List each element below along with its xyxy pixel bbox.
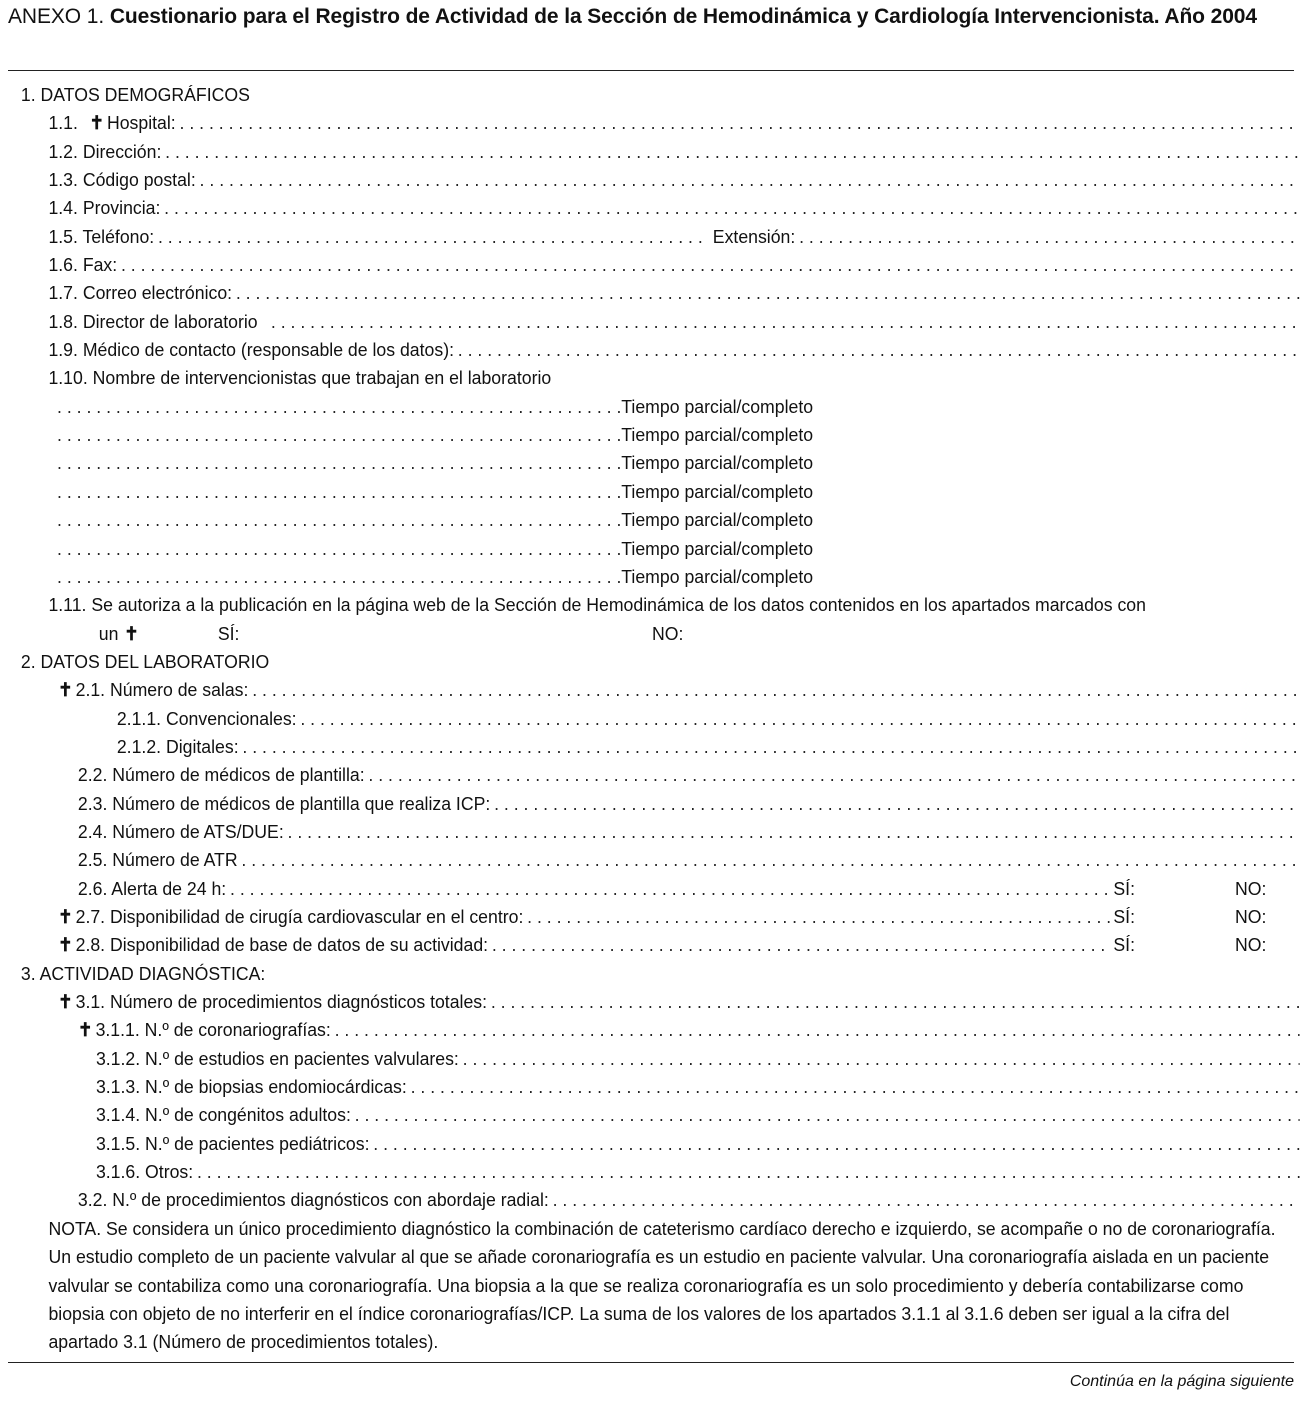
fill-line[interactable]: [271, 308, 1300, 336]
field-autoriza-options[interactable]: un ✝ SÍ: NO:: [0, 620, 1303, 648]
field-provincia[interactable]: 1.4. Provincia: . . .: [0, 194, 1303, 222]
dagger-icon: ✝: [57, 679, 73, 701]
section-3-heading: 3. ACTIVIDAD DIAGNÓSTICA:: [20, 962, 266, 984]
field-telefono[interactable]: 1.5. Teléfono: . . . Extensión: . . .: [0, 223, 1303, 251]
fill-line[interactable]: [300, 705, 1299, 733]
fill-line[interactable]: [164, 194, 1299, 222]
field-alerta[interactable]: 2.6. Alerta de 24 h: . . . SÍ: NO:: [0, 875, 1303, 903]
interventionist-row[interactable]: . . . Tiempo parcial/completo: [0, 506, 1303, 534]
field-extension: Extensión:: [712, 225, 796, 247]
field-direccion[interactable]: 1.2. Dirección: . . .: [0, 138, 1303, 166]
fill-line[interactable]: [121, 251, 1300, 279]
fill-line[interactable]: [335, 1016, 1300, 1044]
interventionist-row[interactable]: . . . Tiempo parcial/completo: [0, 478, 1303, 506]
continued-note: Continúa en la página siguiente: [1069, 1373, 1294, 1390]
fill-line[interactable]: [241, 846, 1299, 874]
fill-line[interactable]: [491, 988, 1300, 1016]
fill-line[interactable]: [242, 733, 1299, 761]
dagger-icon: ✝: [89, 112, 105, 134]
fill-line[interactable]: [494, 790, 1300, 818]
fill-line[interactable]: [197, 1158, 1300, 1186]
fill-line[interactable]: [200, 166, 1300, 194]
dagger-icon: ✝: [57, 991, 73, 1012]
no-option[interactable]: NO:: [1235, 877, 1267, 899]
dagger-icon: ✝: [57, 905, 73, 927]
fill-line[interactable]: [463, 1045, 1300, 1073]
si-option[interactable]: SÍ:: [1113, 905, 1135, 927]
field-medicos-icp[interactable]: 2.3. Número de médicos de plantilla que realiza ICP: . . .: [0, 790, 1303, 818]
fill-line[interactable]: [799, 223, 1300, 251]
field-director[interactable]: 1.8. Director de laboratorio . . .: [0, 308, 1303, 336]
fill-line[interactable]: [158, 223, 709, 251]
field-salas[interactable]: ✝ 2.1. Número de salas: . . .: [0, 676, 1303, 704]
fill-line[interactable]: [57, 478, 621, 506]
dagger-icon: ✝: [57, 934, 73, 956]
title-text: Cuestionario para el Registro de Actividad de la Sección de Hemodinámica y Cardiología Intervencionista. Año 2004: [109, 5, 1257, 28]
fill-line[interactable]: [492, 931, 1110, 959]
fill-line[interactable]: [373, 1130, 1299, 1158]
dagger-icon: ✝: [124, 622, 139, 644]
field-atr[interactable]: 2.5. Número de ATR . . .: [0, 846, 1303, 874]
no-option[interactable]: NO:: [1235, 934, 1267, 956]
interventionist-row[interactable]: . . . Tiempo parcial/completo: [0, 535, 1303, 563]
nota-paragraph: NOTA. Se considera un único procedimiento diagnóstico la combinación de cateterismo cardíaco derecho e izquierdo, se acompañe o no de coronariografía. Un estudio completo de un paciente valvular al que se añade coronariografía es un estudio en paciente valvular. Una coronariografía aislada en un paciente valvular se contabiliza como una coronariografía. Una biopsia a la que se realiza coronariografía es un solo procedimiento y debería contabilizarse como biopsia con objeto de no interferir en el índice coronariografías/ICP. La suma de los valores de los apartados 3.1.1 al 3.1.6 deben ser igual a la cifra del apartado 3.1 (Número de procedimientos totales).: [48, 1217, 1276, 1353]
no-option[interactable]: NO:: [651, 622, 684, 644]
interventionist-row[interactable]: . . . Tiempo parcial/completo: [0, 421, 1303, 449]
field-valvulares[interactable]: 3.1.2. N.º de estudios en pacientes valvulares: . . .: [0, 1045, 1303, 1073]
field-hospital[interactable]: 1.1. ✝ Hospital: . . .: [0, 109, 1303, 137]
interventionist-row[interactable]: . . . Tiempo parcial/completo: [0, 449, 1303, 477]
field-base-datos[interactable]: ✝ 2.8. Disponibilidad de base de datos de su actividad: . . . SÍ: NO:: [0, 931, 1303, 959]
fill-line[interactable]: [57, 506, 621, 534]
field-digitales[interactable]: 2.1.2. Digitales: . . .: [0, 733, 1303, 761]
fill-line[interactable]: [165, 138, 1299, 166]
fill-line[interactable]: [57, 421, 621, 449]
field-congenitos[interactable]: 3.1.4. N.º de congénitos adultos: . . .: [0, 1101, 1303, 1129]
interventionist-row[interactable]: . . . Tiempo parcial/completo: [0, 563, 1303, 591]
section-2-heading: 2. DATOS DEL LABORATORIO: [20, 650, 270, 672]
questionnaire: [0, 81, 1276, 1357]
section-1-heading: 1. DATOS DEMOGRÁFICOS: [20, 84, 250, 105]
field-otros[interactable]: 3.1.6. Otros: . . .: [0, 1158, 1303, 1186]
top-divider: [8, 70, 1294, 71]
fill-line[interactable]: [355, 1101, 1300, 1129]
no-option[interactable]: NO:: [1235, 905, 1267, 927]
fill-line[interactable]: [236, 279, 1300, 307]
fill-line[interactable]: [57, 449, 621, 477]
fill-line[interactable]: [458, 336, 1300, 364]
fill-line[interactable]: [57, 535, 621, 563]
field-convencionales[interactable]: 2.1.1. Convencionales: . . .: [0, 705, 1303, 733]
field-radial[interactable]: 3.2. N.º de procedimientos diagnósticos con abordaje radial: . . .: [0, 1186, 1303, 1214]
field-medico-contacto[interactable]: 1.9. Médico de contacto (responsable de los datos): . . .: [0, 336, 1303, 364]
fill-line[interactable]: [180, 109, 1300, 137]
field-pediatricos[interactable]: 3.1.5. N.º de pacientes pediátricos: . . .: [0, 1130, 1303, 1158]
fill-line[interactable]: [57, 393, 621, 421]
field-cirugia[interactable]: ✝ 2.7. Disponibilidad de cirugía cardiovascular en el centro: . . . SÍ: NO:: [0, 903, 1303, 931]
field-biopsias[interactable]: 3.1.3. N.º de biopsias endomiocárdicas: . . .: [0, 1073, 1303, 1101]
fill-line[interactable]: [368, 761, 1299, 789]
field-ats[interactable]: 2.4. Número de ATS/DUE: . . .: [0, 818, 1303, 846]
field-intervencionistas: 1.10. Nombre de intervencionistas que trabajan en el laboratorio: [48, 367, 552, 389]
page-title: [8, 2, 1298, 31]
bottom-divider: [8, 1362, 1294, 1363]
field-coronariografias[interactable]: ✝ 3.1.1. N.º de coronariografías: . . .: [0, 1016, 1303, 1044]
si-option[interactable]: SÍ:: [1113, 877, 1135, 899]
field-autoriza: 1.11. Se autoriza a la publicación en la página web de la Sección de Hemodinámica de los datos contenidos en los apartados marcados con: [48, 594, 1146, 616]
fill-line[interactable]: [527, 903, 1109, 931]
fill-line[interactable]: [553, 1186, 1300, 1214]
fill-line[interactable]: [252, 676, 1299, 704]
field-codigo-postal[interactable]: 1.3. Código postal: . . .: [0, 166, 1303, 194]
fill-line[interactable]: [57, 563, 621, 591]
interventionist-row[interactable]: . . . Tiempo parcial/completo: [0, 393, 1303, 421]
fill-line[interactable]: [288, 818, 1300, 846]
dagger-icon: ✝: [77, 1019, 93, 1041]
field-correo[interactable]: 1.7. Correo electrónico: . . .: [0, 279, 1303, 307]
fill-line[interactable]: [411, 1073, 1300, 1101]
field-fax[interactable]: 1.6. Fax: . . .: [0, 251, 1303, 279]
field-totales[interactable]: ✝ 3.1. Número de procedimientos diagnósticos totales: . . .: [0, 988, 1303, 1016]
annex-label: ANEXO 1.: [8, 5, 105, 28]
fill-line[interactable]: [230, 875, 1110, 903]
si-option[interactable]: SÍ:: [217, 622, 240, 644]
si-option[interactable]: SÍ:: [1113, 934, 1135, 956]
field-medicos[interactable]: 2.2. Número de médicos de plantilla: . . .: [0, 761, 1303, 789]
